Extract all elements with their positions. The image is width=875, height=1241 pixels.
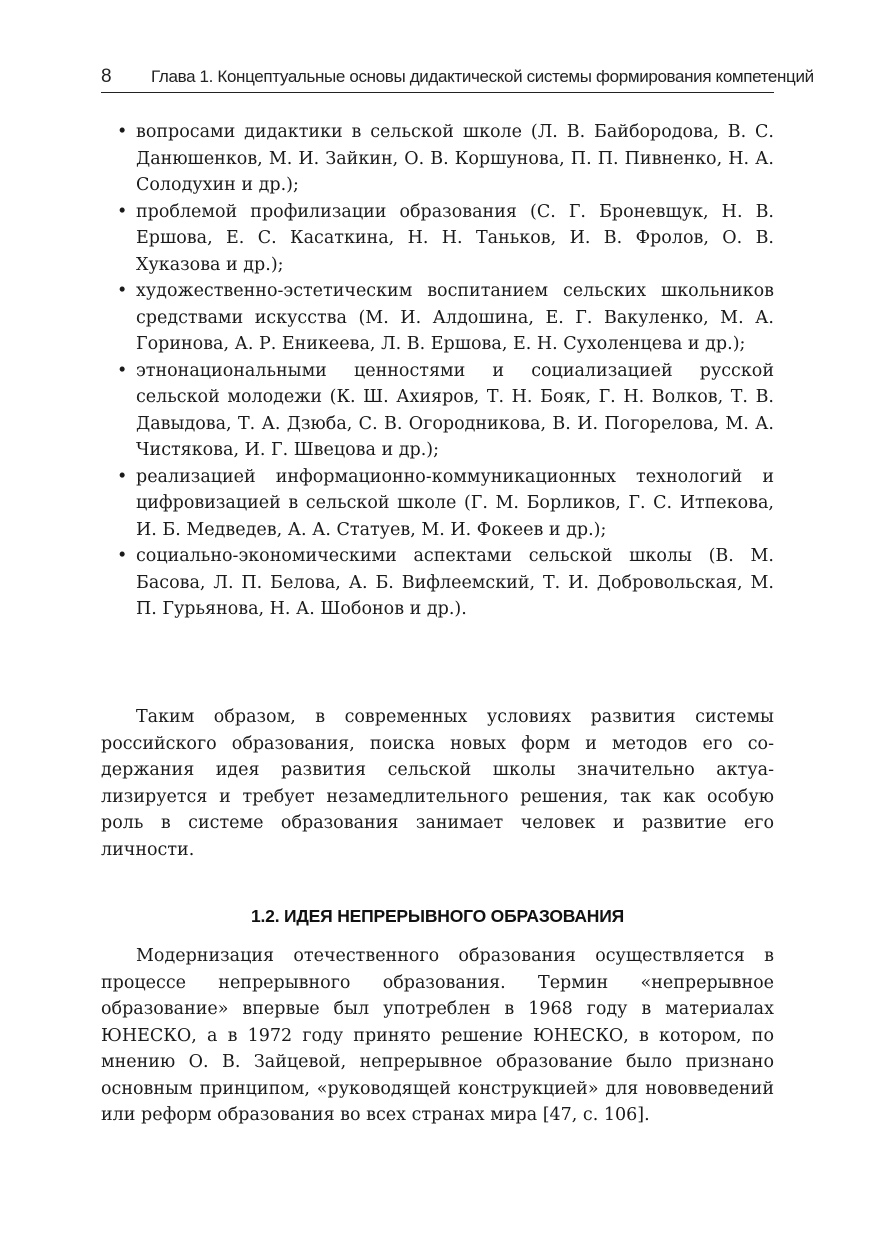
bullet-icon: • <box>117 360 128 381</box>
page-number: 8 <box>101 66 112 87</box>
list-item-text: вопросами дидактики в сельской школе (Л. В. Байбородова, В. С. Данюшенков, М. И. Зайкин, О. В. Коршунова, П. П. Пивненко, Н. А. Солодухин и др.); <box>136 122 774 195</box>
running-header <box>101 64 814 93</box>
list-item-text: художественно-эстетическим воспитанием сельских школьников средствами искусства (М. И. Алдошина, Е. Г. Вакуленко, М. А. Горинова, А. Р. Еникеева, Л. В. Ершова, Е. Н. Сухоленцева и др.); <box>136 281 774 354</box>
section-heading: 1.2. ИДЕЯ НЕПРЕРЫВНОГО ОБРАЗОВАНИЯ <box>250 906 624 926</box>
section-paragraph: Модернизация отечественного образования осуществляется в процессе непрерывного образования. Термин «непрерывное образование» впервые был употреблен в 1968 году в материалах ЮНЕСКО, а в 1972 году принято решение ЮНЕСКО, в котором, по мнению О. В. Зайцевой, непрерывное образование было признано основным принципом, «руководящей конструкцией» для нововведений или реформ образования во всех странах мира [47, с. 106]. <box>101 946 774 1125</box>
chapter-title: Глава 1. Концептуальные основы дидактической системы формирования компетенций <box>151 67 814 86</box>
list-item <box>117 464 774 544</box>
list-item <box>117 358 774 464</box>
list-item-text: этнонациональными ценностями и социализацией русской сельской молодежи (К. Ш. Ахияров, Т. Н. Бояк, Г. Н. Волков, Т. В. Давыдова, Т. А. Дзюба, С. В. Огородникова, В. И. Погорелова, М. А. Чистякова, И. Г. Швецова и др.); <box>136 360 774 460</box>
list-item <box>117 278 774 358</box>
list-item-text: социально-экономическими аспектами сельской школы (В. М. Басова, Л. П. Белова, А. Б. Вифлеемский, Т. И. Добровольская, М. П. Гурьянова, Н. А. Шобонов и др.). <box>136 546 774 619</box>
bullet-icon: • <box>117 122 128 142</box>
list-item-text: проблемой профилизации образования (С. Г. Броневщук, Н. В. Ершова, Е. С. Касаткина, Н. Н. Таньков, И. В. Фролов, О. В. Хуказова и др.); <box>136 201 774 275</box>
summary-paragraph: Таким образом, в современных условиях развития системы российского образования, поиска новых форм и методов его содержания идея развития сельской школы значительно актуализируется и требует незамедлительного решения, так как особую роль в системе образования занимает человек и развитие его личности. <box>101 707 774 860</box>
bullet-icon: • <box>117 546 128 566</box>
bullet-icon: • <box>117 201 128 222</box>
research-topics-list <box>117 119 774 623</box>
list-item <box>117 199 774 279</box>
bullet-icon: • <box>117 281 128 301</box>
list-item <box>117 543 774 623</box>
bullet-icon: • <box>117 466 128 487</box>
list-item <box>117 119 774 199</box>
list-item-text: реализацией информационно-коммуникационных технологий и цифровизацией в сельской школе (Г. М. Борликов, Г. С. Итпекова, И. Б. Медведев, А. А. Статуев, М. И. Фокеев и др.); <box>136 466 774 540</box>
